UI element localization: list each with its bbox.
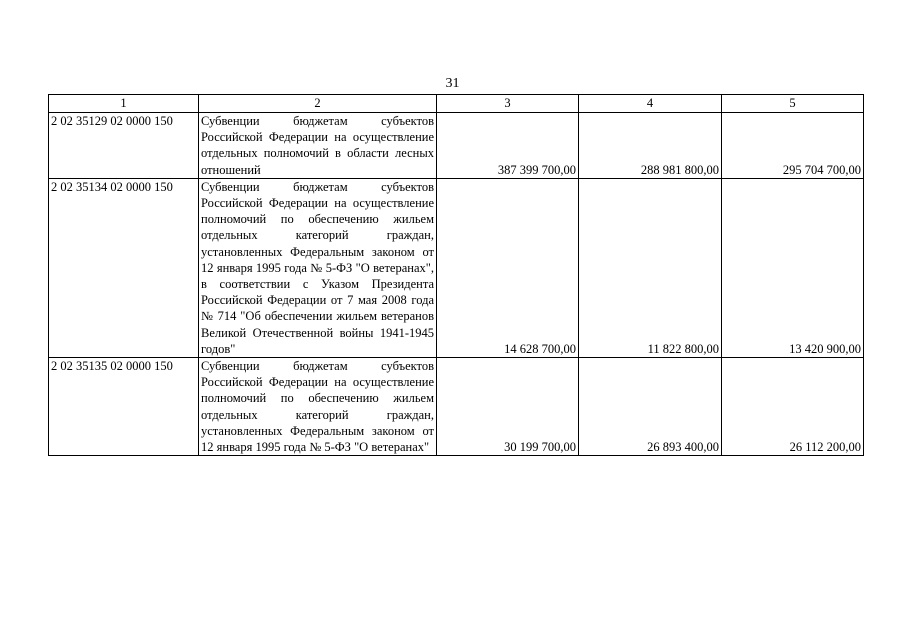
row-value-col3: 30 199 700,00 <box>437 358 579 456</box>
table-header <box>49 95 864 113</box>
row-code: 2 02 35134 02 0000 150 <box>49 178 199 357</box>
budget-table <box>48 94 864 456</box>
row-value-col3: 14 628 700,00 <box>437 178 579 357</box>
row-value-col5: 26 112 200,00 <box>722 358 864 456</box>
row-description: Субвенции бюджетам субъектов Российской Федерации на осуществление полномочий по обеспечению жильем отдельных категорий граждан, установленных Федеральным законом от 12 января 1995 года № 5-ФЗ "О ветеранах", в соответствии с Указом Президента Российской Федерации от 7 мая 2008 года № 714 "Об обеспечении жильем ветеранов Великой Отечественной войны 1941-1945 годов" <box>199 178 437 357</box>
header-col-1: 1 <box>49 95 199 113</box>
row-value-col5: 295 704 700,00 <box>722 113 864 179</box>
row-code: 2 02 35129 02 0000 150 <box>49 113 199 179</box>
header-col-4: 4 <box>579 95 722 113</box>
header-row <box>49 95 864 113</box>
row-description: Субвенции бюджетам субъектов Российской Федерации на осуществление отдельных полномочий в области лесных отношений <box>199 113 437 179</box>
row-code: 2 02 35135 02 0000 150 <box>49 358 199 456</box>
page-number: 31 <box>445 76 460 91</box>
header-col-3: 3 <box>437 95 579 113</box>
row-value-col5: 13 420 900,00 <box>722 178 864 357</box>
row-value-col4: 11 822 800,00 <box>579 178 722 357</box>
table-row <box>49 178 864 357</box>
row-value-col4: 26 893 400,00 <box>579 358 722 456</box>
table-row <box>49 113 864 179</box>
row-description: Субвенции бюджетам субъектов Российской Федерации на осуществление полномочий по обеспечению жильем отдельных категорий граждан, установленных Федеральным законом от 12 января 1995 года № 5-ФЗ "О ветеранах" <box>199 358 437 456</box>
header-col-5: 5 <box>722 95 864 113</box>
header-col-2: 2 <box>199 95 437 113</box>
row-value-col3: 387 399 700,00 <box>437 113 579 179</box>
row-value-col4: 288 981 800,00 <box>579 113 722 179</box>
table-row <box>49 358 864 456</box>
table-body <box>49 113 864 456</box>
